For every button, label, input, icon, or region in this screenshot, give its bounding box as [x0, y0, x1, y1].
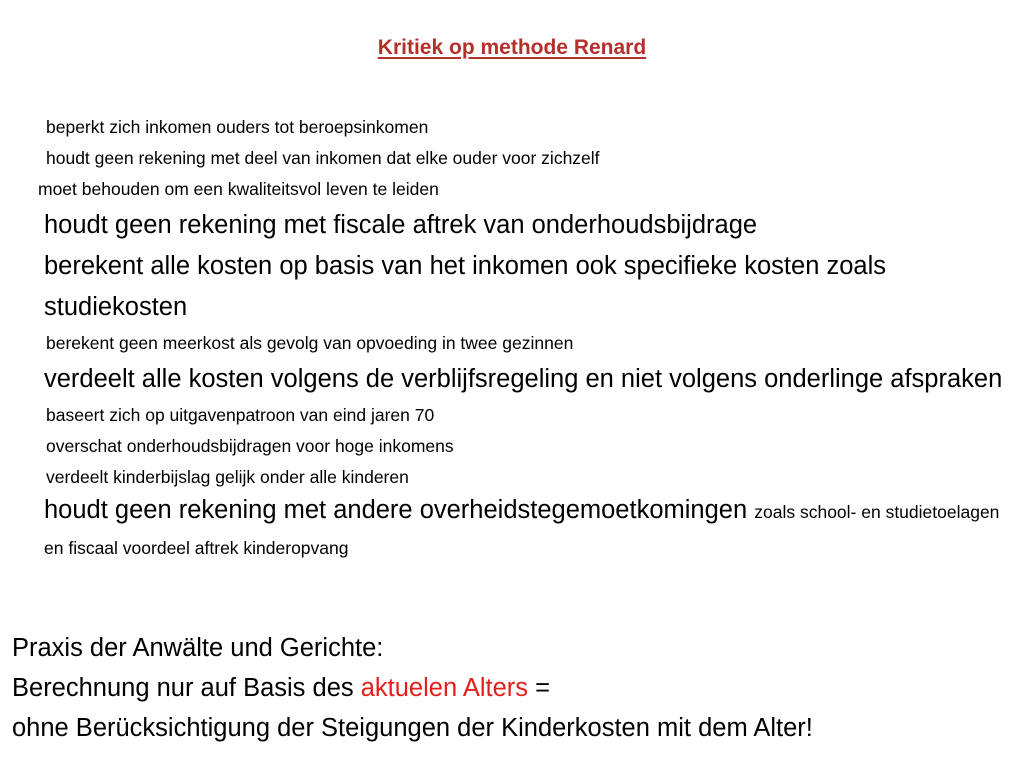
bullet-item — [16, 205, 1011, 246]
highlight-text: aktuelen Alters — [360, 674, 529, 702]
bullet-list — [16, 112, 1011, 565]
bullet-item — [16, 112, 1011, 143]
praxis-line-2-after: = — [528, 674, 550, 702]
bullet-item — [16, 359, 1011, 400]
bullet-item — [16, 400, 1011, 431]
bullet-text: berekent geen meerkost als gevolg van opvoeding in twee gezinnen — [46, 333, 574, 353]
bullet-text: beperkt zich inkomen ouders tot beroepsinkomen — [46, 117, 429, 137]
bullet-item — [16, 462, 1011, 493]
bullet-item — [16, 246, 1011, 328]
praxis-line-2 — [12, 668, 1012, 708]
praxis-line-3: ohne Berücksichtigung der Steigungen der Kinderkosten mit dem Alter! — [12, 714, 813, 742]
bullet-item — [16, 431, 1011, 462]
praxis-line-1: Praxis der Anwälte und Gerichte: — [12, 634, 384, 662]
bullet-item — [16, 328, 1011, 359]
bullet-line: houdt geen rekening met deel van inkomen dat elke ouder voor zichzelf — [46, 148, 600, 168]
praxis-block — [12, 628, 1012, 748]
bullet-text: verdeelt kinderbijslag gelijk onder alle kinderen — [46, 467, 409, 487]
slide-title: Kritiek op methode Renard — [377, 36, 647, 59]
bullet-text — [44, 493, 1011, 565]
bullet-text: berekent alle kosten op basis van het inkomen ook specifieke kosten zoals studiekosten — [44, 252, 886, 321]
bullet-continuation: moet behouden om een kwaliteitsvol leven te leiden — [38, 179, 439, 199]
bullet-text: overschat onderhoudsbijdragen voor hoge inkomens — [46, 436, 454, 456]
bullet-detail: zoals school- en studietoelagen en fiscaal voordeel aftrek kinderopvang — [44, 502, 1000, 558]
bullet-text: baseert zich op uitgavenpatroon van eind jaren 70 — [46, 405, 435, 425]
bullet-item — [16, 143, 1011, 205]
bullet-text: verdeelt alle kosten volgens de verblijfsregeling en niet volgens onderlinge afspraken — [44, 365, 1003, 393]
bullet-main: houdt geen rekening met andere overheidstegemoetkomingen — [44, 496, 748, 524]
praxis-line-2-before: Berechnung nur auf Basis des — [12, 674, 361, 702]
bullet-item — [16, 493, 1011, 565]
bullet-text: houdt geen rekening met fiscale aftrek van onderhoudsbijdrage — [44, 211, 758, 239]
bullet-text — [38, 143, 1011, 205]
